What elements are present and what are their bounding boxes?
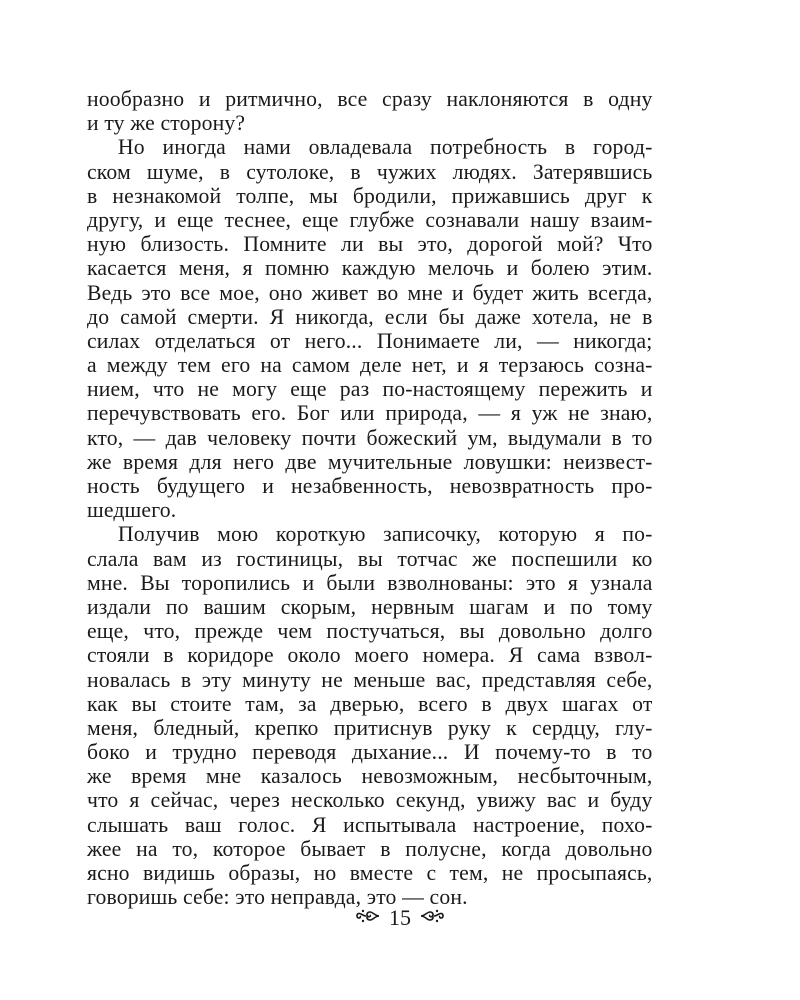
text-line: нием, что не могу еще раз по-настоящему пережить и — [87, 376, 653, 402]
text-line: нообразно и ритмично, все сразу наклоняются в одну — [87, 86, 653, 111]
text-line: издали по вашим скорым, нервным шагам и по тому — [87, 593, 653, 619]
paragraph — [87, 135, 652, 522]
text-line: в незнакомой толпе, мы бродили, прижавшись друг к — [87, 182, 653, 208]
text-line: ясно видишь образы, но вместе с тем, не просыпаясь, — [87, 860, 653, 885]
page-number: 15 — [389, 904, 411, 930]
text-line: силах отделаться от него... Понимаете ли, — никогда; — [87, 327, 653, 353]
paragraph — [87, 87, 652, 135]
text-line: касается меня, я помню каждую мелочь и болею этим. — [87, 255, 653, 281]
text-line: ную близость. Помните ли вы это, дорогой мой? Что — [87, 231, 653, 257]
text-line: и ту же сторону? — [87, 110, 246, 136]
text-line: слала вам из гостиницы, вы тотчас же поспешили ко — [87, 545, 653, 571]
text-line: новалась в эту минуту не меньше вас, представляя себе, — [87, 666, 653, 692]
text-line: что я сейчас, через несколько секунд, увижу вас и буду — [87, 787, 653, 813]
text-line: ность будущего и незабвенность, невозвратность про- — [87, 473, 653, 498]
text-line: другу, и еще теснее, еще глубже сознавали нашу взаим- — [87, 206, 653, 232]
text-line: перечувствовать его. Бог или природа, — я уж не знаю, — [87, 400, 653, 426]
text-line: стояли в коридоре около моего номера. Я сама взвол- — [87, 642, 653, 668]
text-line: кто, — дав человеку почти божеский ум, выдумали в то — [87, 424, 653, 450]
body-text — [87, 87, 652, 909]
page-footer — [0, 903, 800, 931]
text-line: еще, что, прежде чем постучаться, вы довольно долго — [87, 618, 653, 644]
text-line: до самой смерти. Я никогда, если бы даже хотела, не в — [87, 303, 653, 329]
text-line: ском шуме, в сутолоке, в чужих людях. Затерявшись — [87, 158, 653, 184]
text-line: мне. Вы торопились и были взволнованы: это я узнала — [87, 569, 653, 595]
text-line: жее на то, которое бывает в полусне, когда довольно — [87, 835, 653, 861]
left-flourish-icon — [355, 907, 381, 925]
text-line: говоришь себе: это неправда, это — сон. — [87, 884, 468, 910]
text-line: боко и трудно переводя дыхание... И почему-то в то — [87, 739, 653, 765]
text-line: а между тем его на самом деле нет, и я терзаюсь созна- — [87, 352, 653, 378]
text-line: меня, бледный, крепко притиснув руку к сердцу, глу- — [87, 714, 653, 740]
text-line: слышать ваш голос. Я испытывала настроение, похо- — [87, 811, 653, 837]
text-line: шедшего. — [87, 497, 177, 523]
text-line: Ведь это все мое, оно живет во мне и будет жить всегда, — [87, 279, 653, 305]
text-line: же время для него две мучительные ловушки: неизвест- — [87, 448, 653, 474]
text-line: Но иногда нами овладевала потребность в город- — [117, 134, 653, 160]
right-flourish-icon — [419, 907, 445, 925]
text-line: же время мне казалось невозможным, несбыточным, — [87, 763, 653, 789]
text-line: как вы стоите там, за дверью, всего в двух шагах от — [87, 690, 653, 716]
text-line: Получив мою короткую записочку, которую я по- — [117, 521, 653, 547]
paragraph — [87, 522, 652, 909]
